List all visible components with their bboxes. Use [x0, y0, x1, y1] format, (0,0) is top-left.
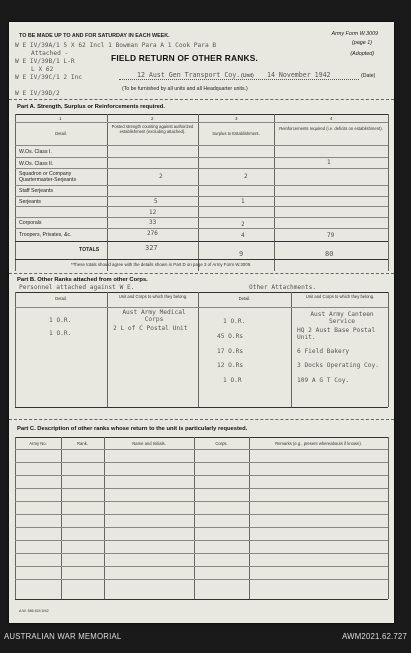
part-a-row-rule-2 — [15, 168, 388, 169]
row-cqms-posted: 2 — [159, 173, 163, 180]
part-a-border-right — [388, 114, 389, 271]
footer-accession-number: AWM2021.62.727 — [342, 632, 407, 641]
form-adopted: (Adopted) — [350, 51, 374, 57]
row-troopers-surplus: 4 — [241, 232, 245, 239]
part-a-divider-1 — [107, 114, 108, 271]
part-a-header-detail: Detail. — [55, 131, 67, 136]
part-b-right-unit-1: Aust Army Canteen Service — [310, 311, 374, 325]
part-b-left-detail-2: 1 O.R. — [49, 330, 72, 337]
part-c-header-remarks: Remarks (e.g., present whereabouts if known). — [275, 441, 362, 446]
part-b-top-rule — [15, 292, 388, 293]
part-c-header-name: Name and Initials. — [132, 441, 166, 446]
part-b-border-right — [388, 292, 389, 407]
row-corporals-surplus: 2 — [241, 221, 245, 228]
part-c-row-rule-9 — [15, 566, 388, 567]
part-a-row-rule-3 — [15, 185, 388, 186]
part-c-top-rule — [15, 437, 388, 438]
part-a-numbers-rule — [15, 122, 388, 123]
part-a-bottom-rule — [15, 259, 388, 260]
row-corporals-label: Corporals — [19, 220, 42, 226]
part-b-header-detail-left: Detail. — [55, 296, 67, 301]
part-b-handwritten-note: Personnel attached against W E. — [19, 284, 135, 291]
typed-we-line-2: Attached - — [31, 50, 69, 57]
part-a-colnum-2: 2 — [151, 116, 154, 121]
row-troopers-label: Troopers, Privates, &c. — [19, 232, 72, 238]
part-c-row-rule-7 — [15, 540, 388, 541]
part-a-colnum-1: 1 — [59, 116, 62, 121]
form-number: Army Form W.3009 — [331, 31, 378, 37]
part-c-bottom-rule — [15, 599, 388, 600]
part-a-colnum-3: 3 — [235, 116, 238, 121]
part-a-title: Part A. Strength, Surplus or Reinforcements required. — [17, 104, 165, 110]
part-a-row-rule-4 — [15, 196, 388, 197]
part-c-header-rule — [15, 449, 388, 450]
row-wo-class-1-label: W.Os. Class I. — [19, 149, 52, 155]
part-c-row-rule-1 — [15, 462, 388, 463]
part-c-row-rule-5 — [15, 514, 388, 515]
part-c-border-right — [388, 437, 389, 599]
instruction-line: TO BE MADE UP TO AND FOR SATURDAY IN EACH WEEK. — [19, 33, 170, 39]
part-a-row-rule-5 — [15, 206, 388, 207]
part-a-colnum-4: 4 — [330, 116, 333, 121]
part-c-row-rule-8 — [15, 553, 388, 554]
typed-we-line-3: W E IV/39B/1 L-R — [15, 58, 75, 65]
part-b-header-rule — [15, 307, 388, 308]
row-corporals-posted: 33 — [149, 219, 157, 226]
part-b-right-unit-5: 109 A G T Coy. — [297, 377, 350, 384]
part-b-right-detail-5: 1 O.R — [223, 377, 242, 384]
part-b-header-detail-right: Detail. — [238, 296, 251, 301]
furnish-note: (To be furnished by all units and all Headquarter units.) — [122, 86, 248, 92]
typed-we-line-6: W E IV/39D/2 — [15, 90, 60, 97]
part-c-row-rule-6 — [15, 527, 388, 528]
row-troopers-reinf: 79 — [327, 232, 335, 239]
part-b-divider-3 — [291, 292, 292, 407]
part-b-title: Part B. Other Ranks attached from other Corps. — [17, 277, 148, 283]
total-posted: 327 — [145, 244, 158, 252]
row-cqms-label: Squadron or Company Quartermaster-Serjeants — [19, 171, 77, 183]
part-a-row-rule-7 — [15, 228, 388, 229]
part-b-separator — [9, 419, 394, 420]
part-b-left-detail-1: 1 O.R. — [49, 317, 72, 324]
part-b-right-unit-4: 3 Docks Operating Coy. — [297, 362, 379, 369]
row-wo-class-2-reinf: 1 — [327, 159, 331, 166]
part-c-header-corps: Corps. — [215, 441, 228, 446]
part-c-row-rule-4 — [15, 501, 388, 502]
row-troopers-posted: 276 — [147, 230, 158, 237]
part-a-row-rule-1 — [15, 157, 388, 158]
total-surplus: 9 — [239, 250, 244, 258]
row-sjt-label: Serjeants — [19, 199, 41, 205]
part-c-title: Part C. Description of other ranks whose return to the unit is particularly requested. — [17, 426, 248, 432]
part-a-border-left — [15, 114, 16, 271]
typed-we-line-5: W E IV/39C/1 2 Inc — [15, 74, 83, 81]
row-staff-sjt-label: Staff Serjeants — [19, 188, 53, 194]
return-date: 14 November 1942 — [267, 71, 331, 79]
row-sjt-surplus: 1 — [241, 198, 245, 205]
total-reinf: 80 — [325, 250, 334, 258]
part-b-header-unit-right: Unit and Corps to which they belong. — [305, 294, 375, 299]
part-a-divider-2 — [198, 114, 199, 271]
part-b-right-detail-3: 17 O.Rs — [217, 348, 244, 355]
form-sheet — [9, 22, 394, 623]
row-sjt-posted: 5 — [154, 198, 158, 205]
row-cqms-surplus: 2 — [244, 173, 248, 180]
unit-label: (Unit) — [241, 73, 254, 79]
part-b-header-unit-left: Unit and Corps to which they belong. — [118, 294, 188, 299]
typed-we-line-1: W E IV/39A/1 5 X 62 Incl 1 Bowman Para A 1 Cook Para B — [15, 42, 217, 49]
part-b-divider-2 — [198, 292, 199, 407]
form-page: (page 1) — [351, 40, 372, 46]
part-b-right-unit-3: 6 Field Bakery — [297, 348, 350, 355]
part-c-row-rule-3 — [15, 488, 388, 489]
header-separator — [9, 99, 394, 100]
part-b-right-detail-4: 12 O.Rs — [217, 362, 244, 369]
unit-underline — [119, 79, 359, 80]
part-b-divider-1 — [107, 292, 108, 407]
part-b-left-unit-2: 2 L of C Postal Unit — [113, 325, 188, 332]
part-b-right-detail-1: 1 O.R. — [223, 318, 246, 325]
row-unlabelled-posted: 12 — [149, 209, 157, 216]
row-wo-class-2-label: W.Os. Class II. — [19, 161, 54, 167]
row-totals-label: TOTALS — [79, 247, 100, 253]
part-a-row-rule-6 — [15, 217, 388, 218]
part-b-right-detail-2: 45 O.Rs — [217, 333, 244, 340]
unit-name: 12 Aust Gen Transport Coy. — [137, 71, 241, 79]
part-a-header-reinforcements: Reinforcements required (i.e. deficits on establishment). — [279, 126, 383, 131]
part-a-header-surplus: Surplus to Establishment. — [212, 131, 260, 136]
part-c-row-rule-10 — [15, 579, 388, 580]
footer-institution: AUSTRALIAN WAR MEMORIAL — [4, 632, 122, 641]
date-label: (Date) — [361, 73, 376, 79]
part-c-header-rank: Rank. — [77, 441, 88, 446]
part-b-border-left — [15, 292, 16, 407]
part-b-right-unit-2: HQ 2 Aust Base Postal Unit. — [297, 327, 376, 341]
part-c-header-army-no: Army No. — [29, 441, 47, 446]
part-a-header-rule — [15, 145, 388, 146]
part-a-footnote: *These totals should agree with the details shown in Part D on page 3 of Army Form W.3009. — [71, 262, 252, 267]
part-b-left-unit-1: Aust Army Medical Corps — [122, 309, 186, 323]
part-a-separator — [9, 273, 394, 274]
printer-mark: A.W. 586 824 5/42 — [19, 609, 49, 613]
part-c-row-rule-2 — [15, 475, 388, 476]
form-title: FIELD RETURN OF OTHER RANKS. — [111, 53, 259, 63]
part-a-totals-rule — [15, 241, 388, 242]
part-a-divider-3 — [274, 114, 275, 271]
part-a-top-rule — [15, 114, 388, 115]
part-b-bottom-rule — [15, 407, 388, 408]
part-a-header-posted: Posted strength counting against authorized establishment (excluding attached). — [111, 124, 194, 134]
typed-we-line-4: L X 62 — [31, 66, 54, 73]
part-b-other-attachments: Other Attachments. — [249, 284, 317, 291]
